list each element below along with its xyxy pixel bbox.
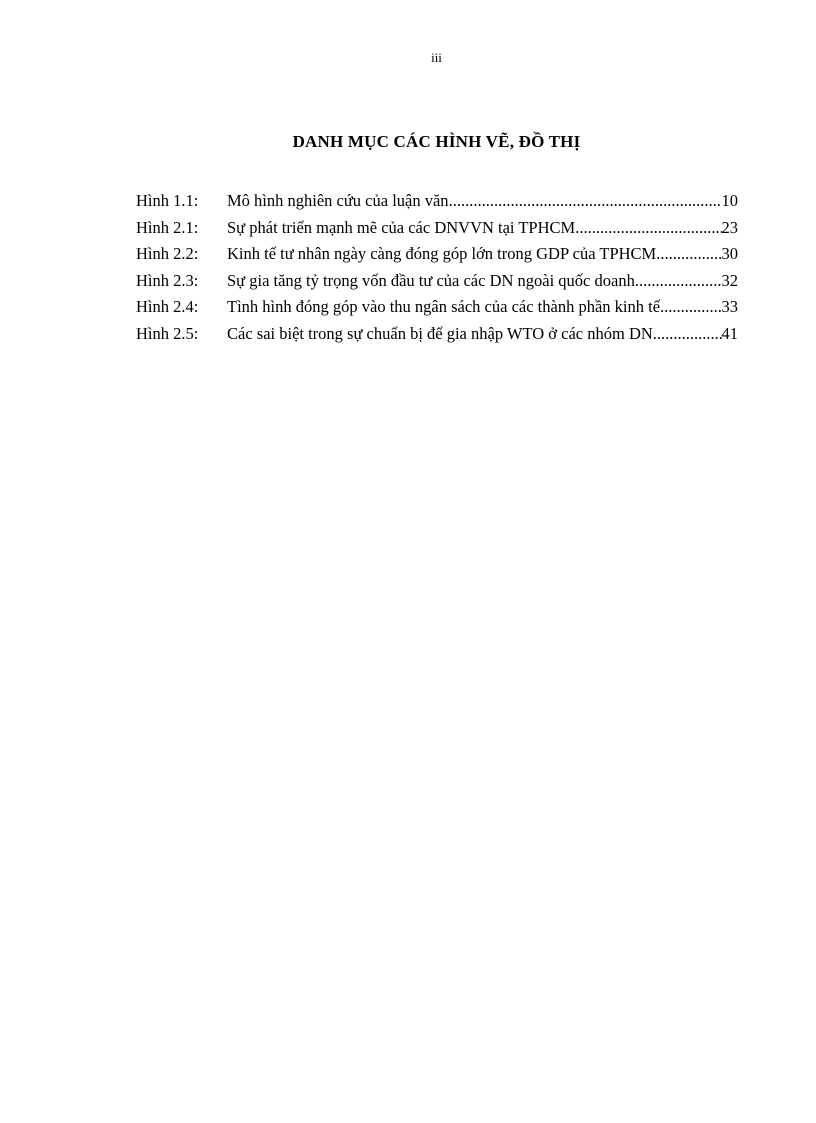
toc-entry-4[interactable] [136, 271, 738, 298]
figure-caption: Kinh tế tư nhân ngày càng đóng góp lớn trong GDP của TPHCM [227, 244, 657, 264]
toc-entry-5[interactable] [136, 297, 738, 324]
figure-caption: Các sai biệt trong sự chuẩn bị để gia nhập WTO ở các nhóm DN [227, 323, 653, 343]
figure-page-number: 41 [721, 323, 738, 343]
figure-list [136, 191, 738, 351]
figure-page-number: 10 [721, 191, 738, 210]
figure-page-number: 33 [721, 297, 738, 317]
dot-leader [653, 324, 722, 344]
toc-entry-2[interactable] [136, 218, 738, 245]
dot-leader [639, 271, 722, 291]
figure-caption: Mô hình nghiên cứu của luận văn [227, 191, 449, 210]
page-number: iii [431, 50, 442, 65]
dot-leader [656, 244, 721, 264]
page-title: DANH MỤC CÁC HÌNH VẼ, ĐỒ THỊ [292, 132, 581, 151]
toc-entry-3[interactable] [136, 244, 738, 271]
dot-leader [664, 297, 721, 317]
figure-page-number: 30 [721, 244, 738, 264]
figure-label: Hình 2.2: [136, 244, 199, 264]
figure-caption: Tình hình đóng góp vào thu ngân sách của các thành phần kinh tế. [227, 297, 665, 317]
toc-entry-1[interactable] [136, 191, 738, 218]
figure-label: Hình 1.1: [136, 191, 199, 210]
dot-leader [449, 191, 722, 211]
figure-caption: Sự gia tăng tỷ trọng vốn đầu tư của các DN ngoài quốc doanh. [227, 270, 639, 290]
toc-entry-6[interactable] [136, 324, 738, 351]
figure-caption: Sự phát triển mạnh mẽ của các DNVVN tại TPHCM [227, 217, 576, 237]
figure-page-number: 32 [721, 270, 738, 290]
dot-leader [575, 218, 721, 238]
figure-label: Hình 2.3: [136, 270, 199, 290]
figure-page-number: 23 [721, 217, 738, 237]
figure-label: Hình 2.5: [136, 323, 199, 343]
figure-label: Hình 2.4: [136, 297, 199, 317]
figure-label: Hình 2.1: [136, 217, 199, 237]
